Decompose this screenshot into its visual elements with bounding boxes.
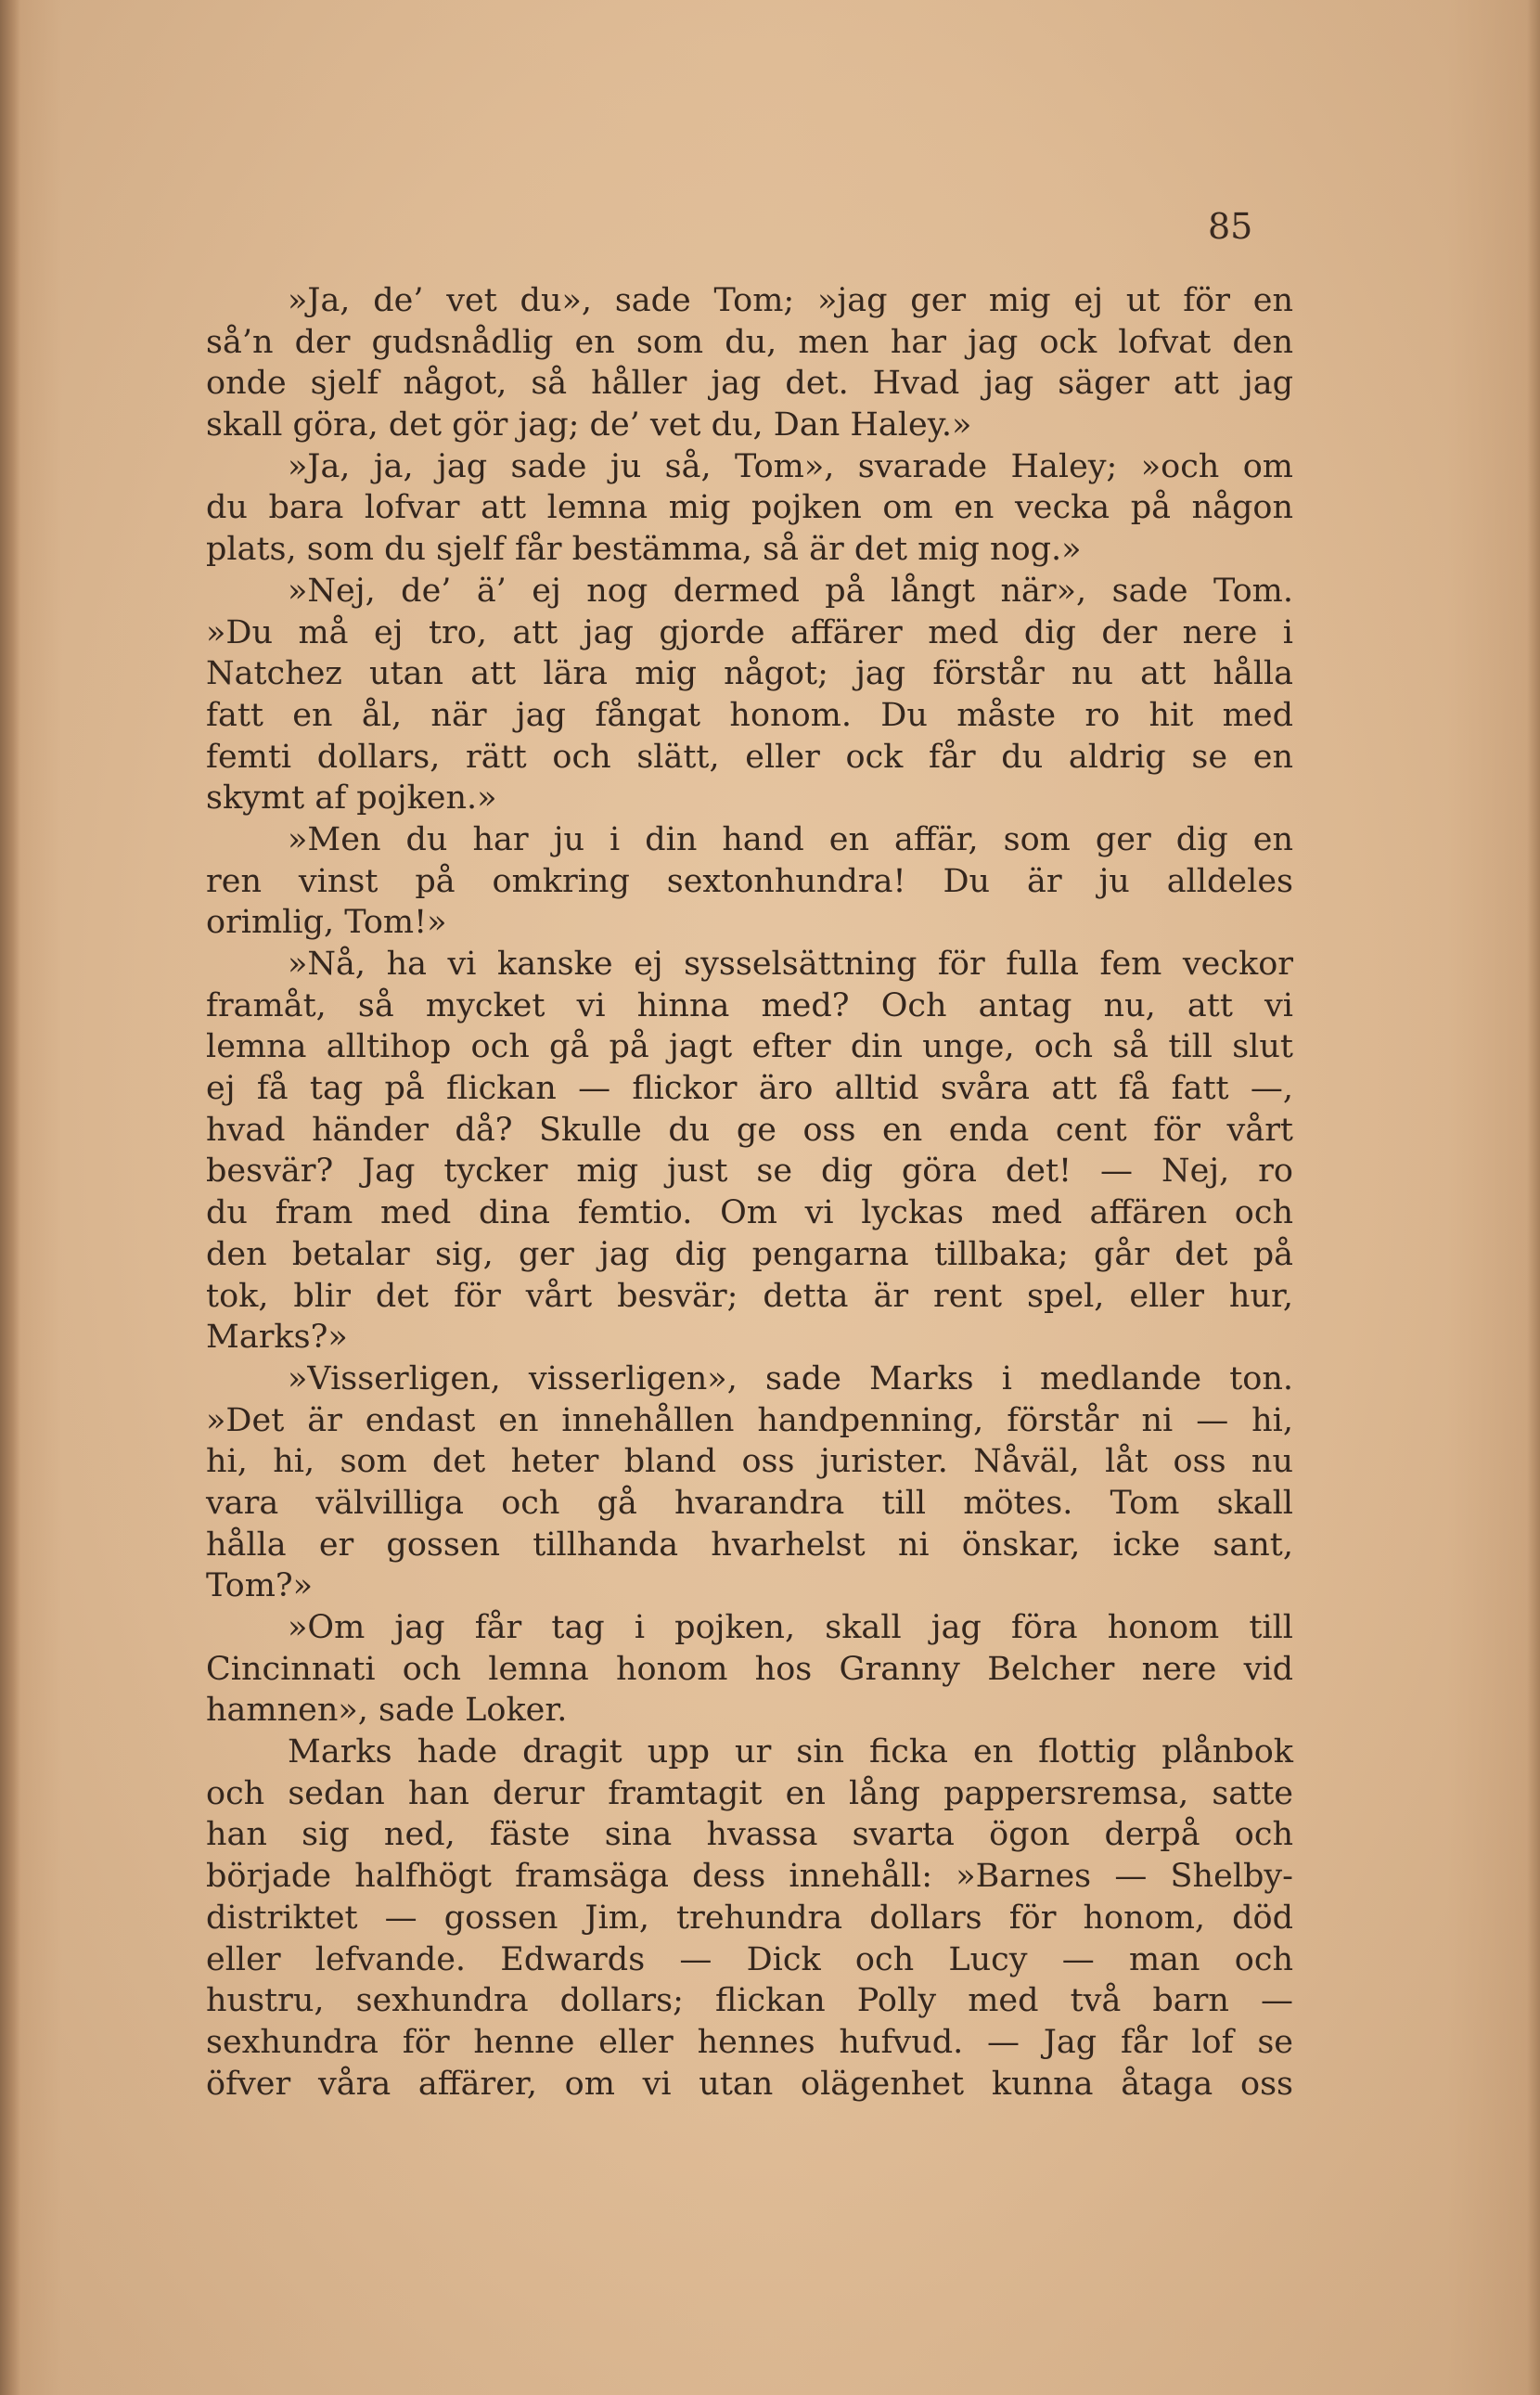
- text-line: den betalar sig, ger jag dig pengarna tillbaka; går det på: [206, 1235, 1293, 1273]
- text-line: du fram med dina femtio. Om vi lyckas med affären och: [206, 1194, 1293, 1232]
- text-line: hustru, sexhundra dollars; flickan Polly med två barn —: [206, 1982, 1293, 2020]
- page-right-edge: [1527, 0, 1540, 2395]
- text-line: framåt, så mycket vi hinna med? Och antag nu, att vi: [206, 986, 1293, 1024]
- page-number: 85: [1208, 206, 1253, 247]
- text-line: ren vinst på omkring sextonhundra! Du är ju alldeles: [206, 862, 1293, 900]
- text-line: femti dollars, rätt och slätt, eller ock får du aldrig se en: [206, 738, 1293, 776]
- text-line: Marks hade dragit upp ur sin ficka en flottig plånbok: [288, 1733, 1293, 1771]
- text-line: »Ja, de’ vet du», sade Tom; »jag ger mig ej ut för en: [288, 282, 1293, 319]
- text-line: hvad händer då? Skulle du ge oss en enda cent för vårt: [206, 1111, 1293, 1149]
- text-line: hålla er gossen tillhanda hvarhelst ni önskar, icke sant,: [206, 1526, 1293, 1564]
- text-line: »Du må ej tro, att jag gjorde affärer med dig der nere i: [206, 613, 1293, 651]
- text-line: öfver våra affärer, om vi utan olägenhet kunna åtaga oss: [206, 2065, 1293, 2103]
- text-line: vara välvilliga och gå hvarandra till mötes. Tom skall: [206, 1484, 1293, 1522]
- text-line: distriktet — gossen Jim, trehundra dollars för honom, död: [206, 1899, 1293, 1937]
- text-line: »Men du har ju i din hand en affär, som ger dig en: [288, 820, 1293, 858]
- text-line: Tom?»: [206, 1567, 314, 1605]
- text-line: plats, som du sjelf får bestämma, så är det mig nog.»: [206, 531, 1082, 569]
- text-line: orimlig, Tom!»: [206, 904, 447, 942]
- text-line: »Om jag får tag i pojken, skall jag föra honom till: [288, 1609, 1293, 1646]
- text-line: skymt af pojken.»: [206, 779, 497, 818]
- text-line: »Nå, ha vi kanske ej sysselsättning för fulla fem veckor: [288, 946, 1293, 983]
- text-line: du bara lofvar att lemna mig pojken om en vecka på någon: [206, 489, 1293, 527]
- text-line: började halfhögt framsäga dess innehåll: »Barnes — Shelby-: [206, 1858, 1293, 1896]
- text-line: onde sjelf något, så håller jag det. Hvad jag säger att jag: [206, 365, 1293, 403]
- text-line: eller lefvande. Edwards — Dick och Lucy — man och: [206, 1940, 1293, 1978]
- text-line: sexhundra för henne eller hennes hufvud. — Jag får lof se: [206, 2023, 1293, 2061]
- text-line: ej få tag på flickan — flickor äro alltid svåra att få fatt —,: [206, 1070, 1293, 1108]
- text-line: Marks?»: [206, 1319, 348, 1357]
- text-line: lemna alltihop och gå på jagt efter din unge, och så till slut: [206, 1028, 1293, 1066]
- text-line: fatt en ål, när jag fångat honom. Du måste ro hit med: [206, 696, 1293, 734]
- page-binding-edge: [0, 0, 20, 2395]
- text-line: och sedan han derur framtagit en lång pappersremsa, satte: [206, 1774, 1293, 1812]
- text-line: »Nej, de’ ä’ ej nog dermed på långt när», sade Tom.: [288, 572, 1293, 610]
- body-text: [206, 280, 1293, 2105]
- text-line: »Ja, ja, jag sade ju så, Tom», svarade Haley; »och om: [288, 447, 1293, 485]
- text-line: Cincinnati och lemna honom hos Granny Belcher nere vid: [206, 1650, 1293, 1688]
- text-line: hi, hi, som det heter bland oss jurister. Nåväl, låt oss nu: [206, 1443, 1293, 1481]
- text-line: hamnen», sade Loker.: [206, 1692, 568, 1730]
- text-line: han sig ned, fäste sina hvassa svarta ögon derpå och: [206, 1816, 1293, 1854]
- text-line: Natchez utan att lära mig något; jag förstår nu att hålla: [206, 655, 1293, 693]
- text-line: besvär? Jag tycker mig just se dig göra det! — Nej, ro: [206, 1152, 1293, 1191]
- text-line: så’n der gudsnådlig en som du, men har jag ock lofvat den: [206, 323, 1293, 361]
- text-line: »Det är endast en innehållen handpenning, förstår ni — hi,: [206, 1401, 1293, 1439]
- text-line: tok, blir det för vårt besvär; detta är rent spel, eller hur,: [206, 1277, 1293, 1315]
- text-line: skall göra, det gör jag; de’ vet du, Dan Haley.»: [206, 406, 972, 444]
- text-line: »Visserligen, visserligen», sade Marks i medlande ton.: [288, 1359, 1293, 1397]
